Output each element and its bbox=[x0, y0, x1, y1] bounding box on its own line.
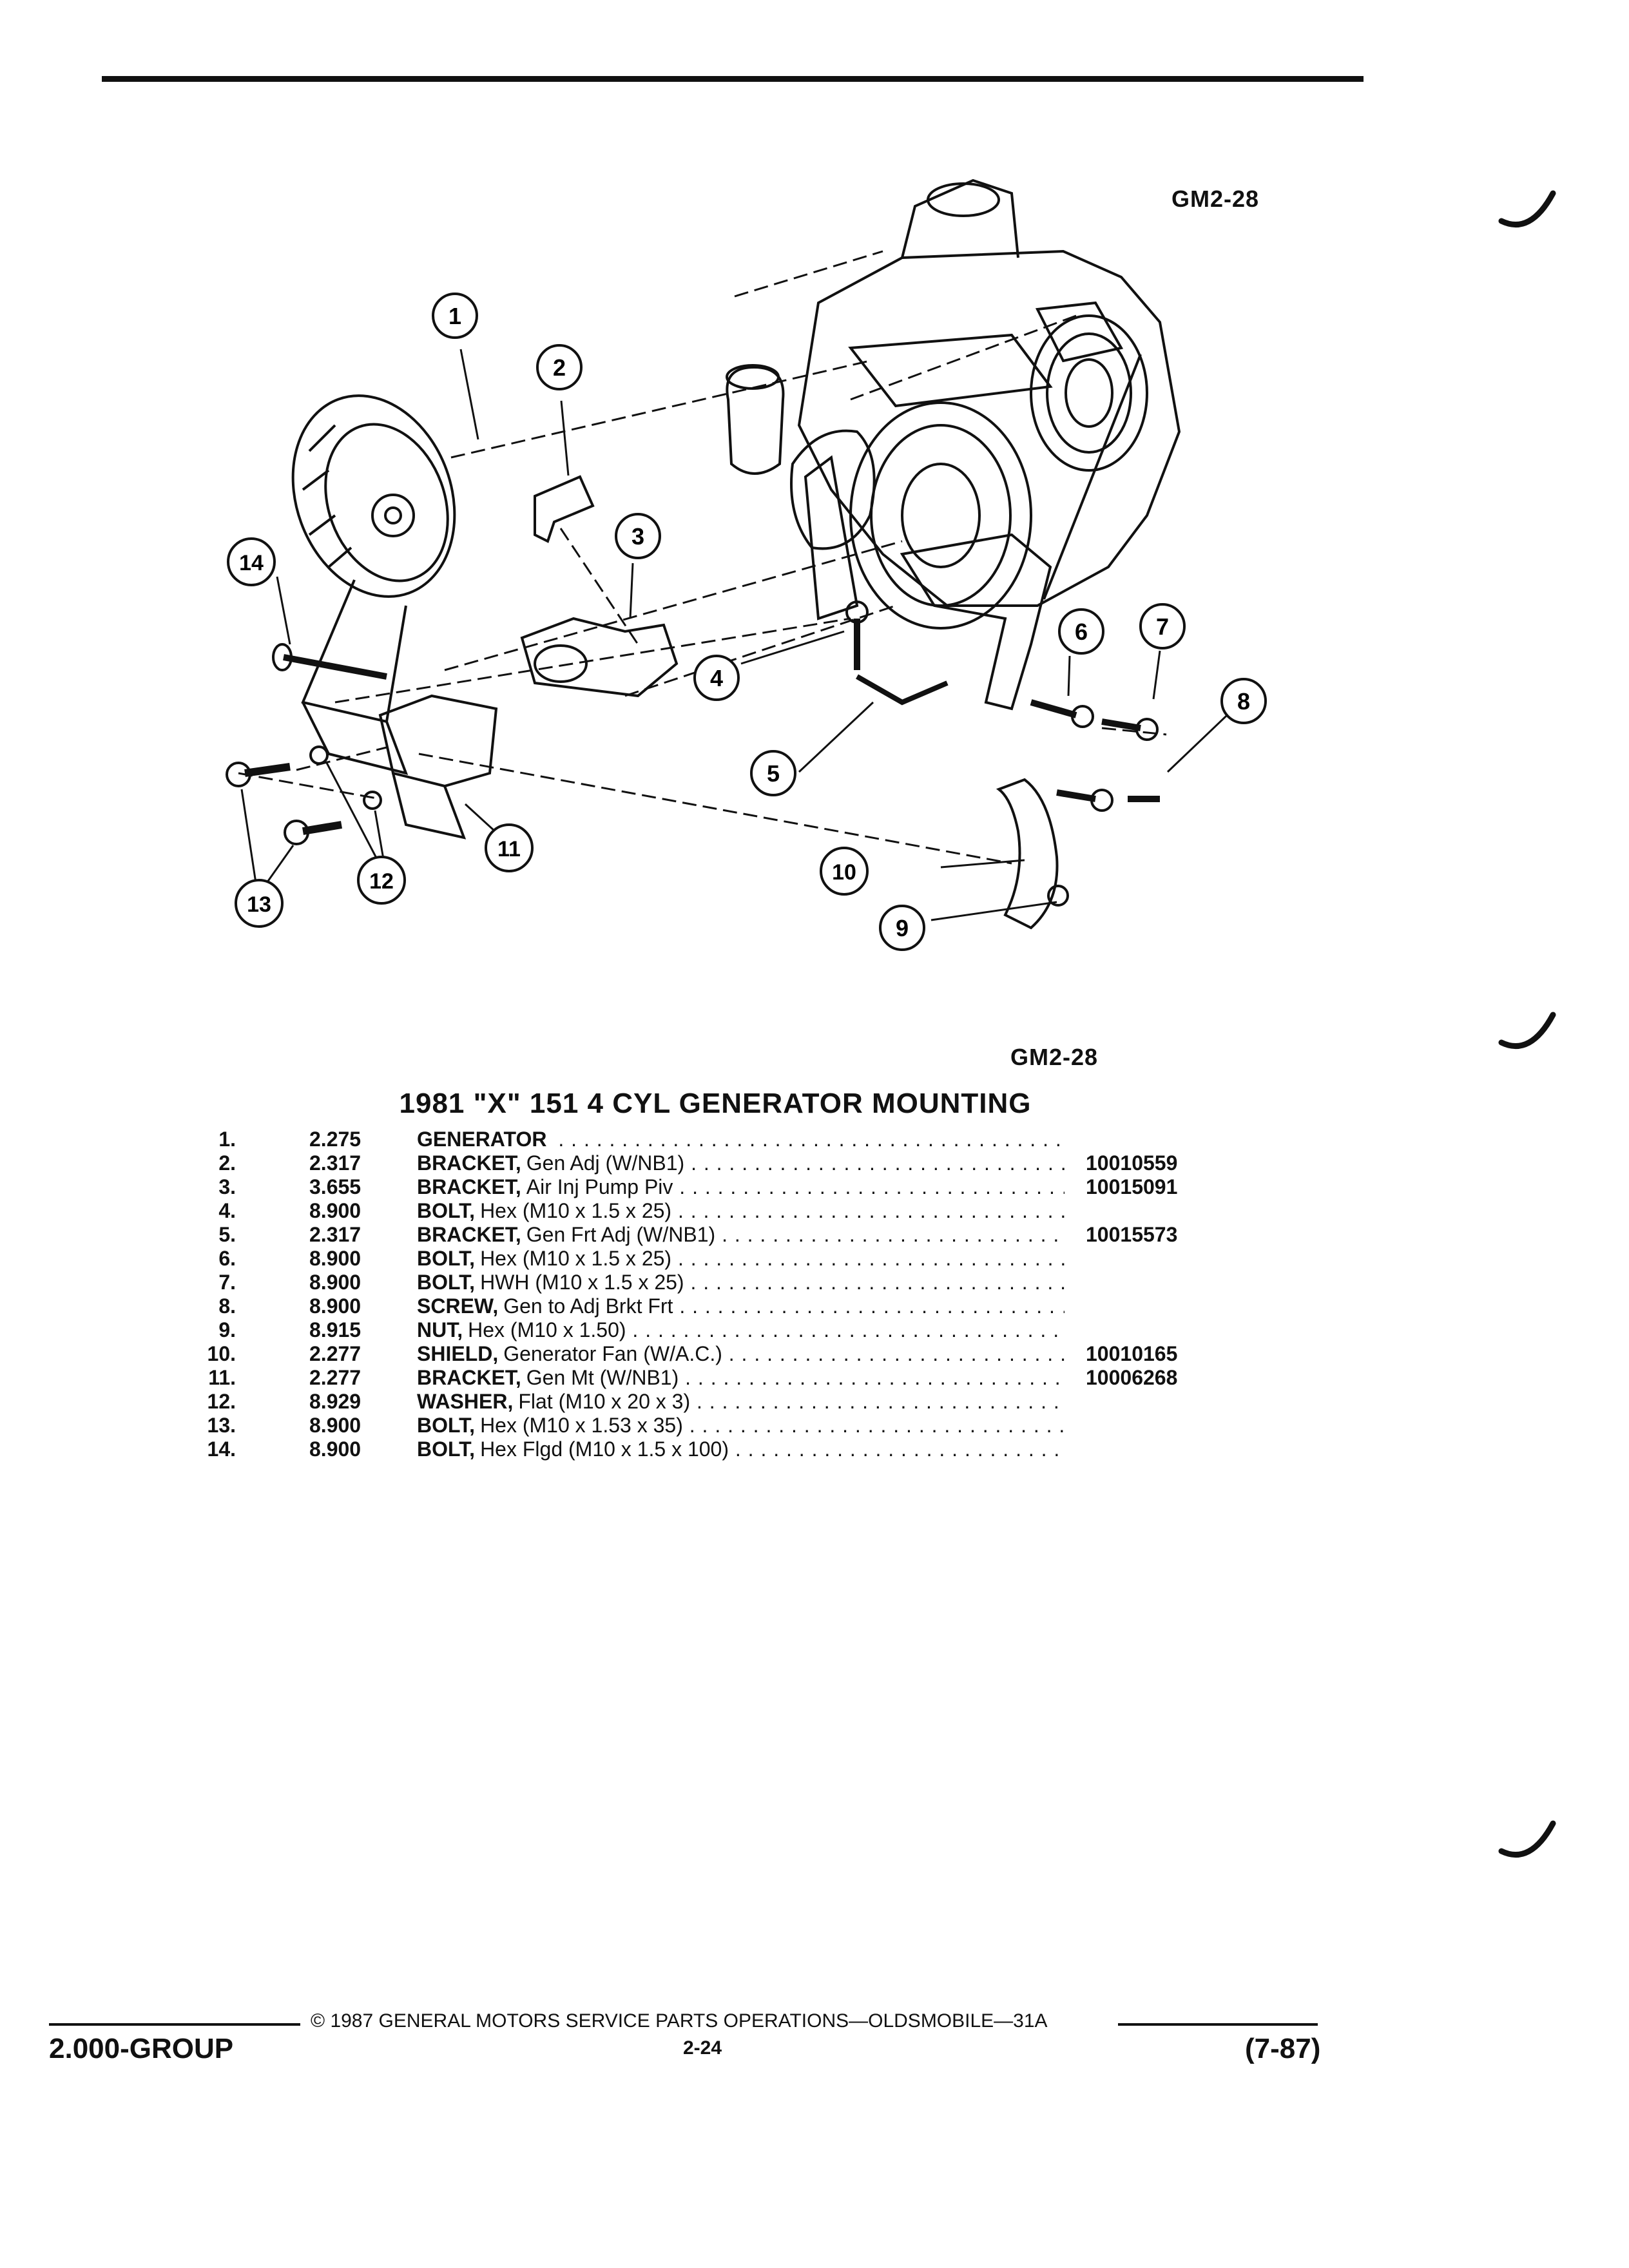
part-detail: Generator Fan (W/A.C.) bbox=[503, 1342, 722, 1365]
parts-row bbox=[193, 1271, 1257, 1294]
binder-mark bbox=[1498, 1012, 1556, 1057]
part-name: BRACKET, bbox=[417, 1151, 526, 1175]
description bbox=[417, 1390, 1065, 1414]
group-number: 8.900 bbox=[309, 1437, 361, 1461]
figure-code-top: GM2-28 bbox=[1171, 186, 1260, 212]
bolt-drawing bbox=[1057, 793, 1095, 799]
part-number: 10010559 bbox=[1086, 1151, 1178, 1175]
description bbox=[417, 1437, 1065, 1461]
callout-6 bbox=[1059, 610, 1103, 653]
callout-1 bbox=[433, 294, 477, 338]
part-number: 10010165 bbox=[1086, 1342, 1178, 1365]
part-name: BOLT, bbox=[417, 1414, 480, 1437]
svg-text:4: 4 bbox=[709, 665, 724, 691]
part-detail: Hex Flgd (M10 x 1.5 x 100) bbox=[480, 1437, 729, 1461]
part-name: BOLT, bbox=[417, 1437, 480, 1461]
generator-drawing bbox=[266, 373, 482, 773]
part-detail: Flat (M10 x 20 x 3) bbox=[518, 1390, 691, 1413]
group-number: 2.317 bbox=[309, 1151, 361, 1175]
description bbox=[417, 1175, 1065, 1199]
parts-row bbox=[193, 1366, 1257, 1390]
parts-row bbox=[193, 1247, 1257, 1271]
group-number: 2.275 bbox=[309, 1128, 361, 1151]
page-number: 2-24 bbox=[683, 2037, 722, 2059]
svg-text:5: 5 bbox=[766, 760, 780, 787]
generator-mounting-diagram bbox=[174, 155, 1321, 966]
part-name: BOLT, bbox=[417, 1199, 480, 1222]
air-pump-pivot-bracket-drawing bbox=[522, 619, 677, 696]
svg-text:14: 14 bbox=[239, 551, 264, 575]
group-number: 2.317 bbox=[309, 1223, 361, 1246]
group-number: 8.929 bbox=[309, 1390, 361, 1413]
part-name: BRACKET, bbox=[417, 1223, 526, 1246]
svg-text:1: 1 bbox=[448, 303, 462, 329]
description bbox=[417, 1342, 1065, 1366]
description bbox=[417, 1318, 1065, 1342]
part-name: BOLT, bbox=[417, 1271, 480, 1294]
callout-10 bbox=[821, 848, 867, 894]
callout-13 bbox=[236, 880, 282, 927]
part-detail: Gen Mt (W/NB1) bbox=[526, 1366, 679, 1389]
svg-text:2: 2 bbox=[552, 354, 566, 381]
group-number: 2.277 bbox=[309, 1342, 361, 1365]
binder-mark bbox=[1498, 190, 1556, 235]
group-number: 8.900 bbox=[309, 1414, 361, 1437]
part-name: BRACKET, bbox=[417, 1366, 526, 1389]
description bbox=[417, 1414, 1065, 1437]
parts-list bbox=[193, 1128, 1257, 1461]
callout-5 bbox=[751, 751, 795, 795]
item-number: 1. bbox=[218, 1128, 236, 1151]
callout-3 bbox=[616, 514, 660, 558]
group-number: 2.277 bbox=[309, 1366, 361, 1389]
parts-row bbox=[193, 1318, 1257, 1342]
part-detail: Hex (M10 x 1.53 x 35) bbox=[480, 1414, 683, 1437]
part-number: 10006268 bbox=[1086, 1366, 1178, 1389]
item-number: 5. bbox=[218, 1223, 236, 1246]
part-detail: Hex (M10 x 1.5 x 25) bbox=[480, 1247, 672, 1270]
footer-rule-left bbox=[49, 2023, 300, 2026]
parts-row bbox=[193, 1175, 1257, 1199]
parts-row bbox=[193, 1128, 1257, 1151]
part-number: 10015091 bbox=[1086, 1175, 1178, 1198]
part-name: SHIELD, bbox=[417, 1342, 503, 1365]
gen-frt-adj-bracket-drawing bbox=[857, 677, 947, 702]
callout-12 bbox=[358, 857, 405, 903]
revision-date: (7-87) bbox=[1245, 2033, 1321, 2064]
svg-text:9: 9 bbox=[895, 915, 909, 941]
item-number: 11. bbox=[208, 1366, 236, 1389]
callout-4 bbox=[695, 656, 738, 700]
description bbox=[417, 1271, 1065, 1294]
part-name: WASHER, bbox=[417, 1390, 518, 1413]
parts-row bbox=[193, 1151, 1257, 1175]
item-number: 2. bbox=[218, 1151, 236, 1175]
svg-text:7: 7 bbox=[1155, 613, 1170, 640]
description bbox=[417, 1247, 1065, 1271]
part-detail: Hex (M10 x 1.50) bbox=[468, 1318, 626, 1341]
binder-mark bbox=[1498, 1820, 1556, 1865]
group-number: 8.900 bbox=[309, 1247, 361, 1270]
group-number: 8.900 bbox=[309, 1294, 361, 1318]
part-detail: Hex (M10 x 1.5 x 25) bbox=[480, 1199, 672, 1222]
group-number: 3.655 bbox=[309, 1175, 361, 1198]
top-rule bbox=[102, 76, 1364, 82]
item-number: 7. bbox=[218, 1271, 236, 1294]
callout-8 bbox=[1222, 679, 1266, 723]
description bbox=[417, 1294, 1065, 1318]
part-name: NUT, bbox=[417, 1318, 468, 1341]
bolt-drawing bbox=[1031, 702, 1076, 715]
figure-code-bottom: GM2-28 bbox=[1010, 1044, 1099, 1070]
item-number: 4. bbox=[218, 1199, 236, 1222]
item-number: 12. bbox=[207, 1390, 236, 1413]
description bbox=[417, 1223, 1065, 1247]
washer-drawing bbox=[364, 792, 381, 809]
description bbox=[417, 1128, 1065, 1151]
part-detail: Gen to Adj Brkt Frt bbox=[503, 1294, 673, 1318]
svg-text:11: 11 bbox=[497, 837, 521, 861]
item-number: 6. bbox=[218, 1247, 236, 1270]
svg-text:13: 13 bbox=[247, 892, 271, 917]
bolt-drawing bbox=[245, 767, 290, 773]
section-label: 2.000-GROUP bbox=[49, 2033, 234, 2064]
parts-row bbox=[193, 1342, 1257, 1366]
long-bolt-drawing bbox=[284, 657, 387, 677]
part-name: GENERATOR bbox=[417, 1128, 552, 1151]
item-number: 3. bbox=[218, 1175, 236, 1198]
description bbox=[417, 1199, 1065, 1223]
description bbox=[417, 1151, 1065, 1175]
svg-text:3: 3 bbox=[631, 523, 645, 550]
callout-11 bbox=[486, 825, 532, 871]
part-name: BRACKET, bbox=[417, 1175, 526, 1198]
group-number: 8.900 bbox=[309, 1199, 361, 1222]
part-name: SCREW, bbox=[417, 1294, 503, 1318]
part-detail: HWH (M10 x 1.5 x 25) bbox=[480, 1271, 684, 1294]
svg-text:12: 12 bbox=[369, 869, 394, 894]
description bbox=[417, 1366, 1065, 1390]
callout-9 bbox=[880, 906, 924, 950]
svg-text:8: 8 bbox=[1237, 688, 1251, 715]
engine-block-drawing bbox=[727, 180, 1179, 709]
parts-row bbox=[193, 1437, 1257, 1461]
item-number: 8. bbox=[218, 1294, 236, 1318]
item-number: 14. bbox=[207, 1437, 236, 1461]
page-title: 1981 "X" 151 4 CYL GENERATOR MOUNTING bbox=[399, 1088, 1032, 1119]
item-number: 13. bbox=[207, 1414, 236, 1437]
part-detail: Gen Adj (W/NB1) bbox=[526, 1151, 685, 1175]
footer-rule-right bbox=[1118, 2023, 1318, 2026]
svg-text:6: 6 bbox=[1074, 619, 1088, 645]
part-detail: Gen Frt Adj (W/NB1) bbox=[526, 1223, 716, 1246]
parts-row bbox=[193, 1414, 1257, 1437]
group-number: 8.915 bbox=[309, 1318, 361, 1341]
svg-text:10: 10 bbox=[832, 860, 856, 885]
parts-row bbox=[193, 1294, 1257, 1318]
item-number: 9. bbox=[218, 1318, 236, 1341]
copyright-line: © 1987 GENERAL MOTORS SERVICE PARTS OPERATIONS—OLDSMOBILE—31A bbox=[311, 2010, 1048, 2032]
washer-drawing bbox=[311, 747, 327, 764]
callout-14 bbox=[228, 539, 275, 585]
parts-row bbox=[193, 1223, 1257, 1247]
bolt-drawing bbox=[1102, 722, 1141, 728]
parts-row bbox=[193, 1199, 1257, 1223]
part-detail: Air Inj Pump Piv bbox=[526, 1175, 673, 1198]
part-name: BOLT, bbox=[417, 1247, 480, 1270]
part-number: 10015573 bbox=[1086, 1223, 1178, 1246]
item-number: 10. bbox=[207, 1342, 236, 1365]
callout-7 bbox=[1141, 604, 1184, 648]
parts-row bbox=[193, 1390, 1257, 1414]
callout-2 bbox=[537, 345, 581, 389]
group-number: 8.900 bbox=[309, 1271, 361, 1294]
